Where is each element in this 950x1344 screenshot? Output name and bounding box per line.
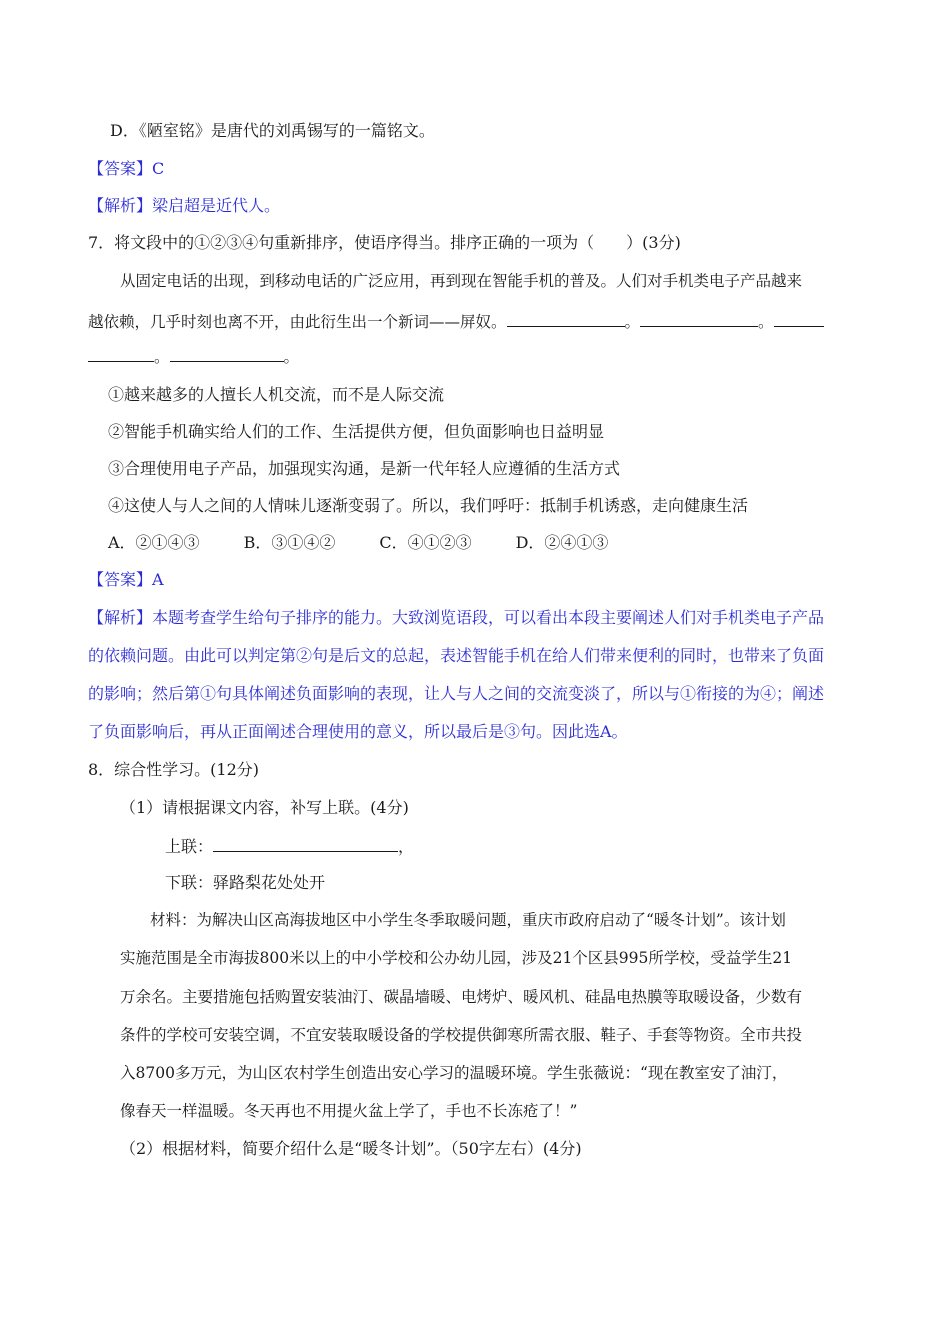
answer-value: C (152, 159, 165, 178)
option-c[interactable]: C．④①②③ (379, 533, 472, 552)
q8-lower-couplet: 下联：驿路梨花处处开 (165, 873, 326, 892)
q7-analysis-line-3: 的影响；然后第①句具体阐述负面影响的表现，让人与人之间的交流变淡了，所以与①衔接的为④；阐述 (88, 684, 825, 703)
answer-tag: 【答案】 (88, 570, 153, 589)
q8-material-line-1: 材料：为解决山区高海拔地区中小学生冬季取暖问题，重庆市政府启动了“暖冬计划”。该计划 (150, 911, 786, 929)
q8-material-line-4: 条件的学校可安装空调，不宜安装取暖设备的学校提供御寒所需衣服、鞋子、手套等物资。全市共投 (120, 1026, 803, 1044)
analysis-tag: 【解析】 (88, 196, 153, 215)
blank-3-start[interactable] (774, 311, 824, 327)
q8-upper-couplet (165, 836, 414, 857)
analysis-tag: 【解析】 (88, 608, 153, 627)
q7-sentence-4: ④这使人与人之间的人情味儿逐渐变弱了。所以，我们呼吁：抵制手机诱惑，走向健康生活 (108, 496, 749, 515)
q7-passage-line-2 (88, 311, 824, 332)
q7-sentence-1: ①越来越多的人擅长人机交流，而不是人际交流 (108, 385, 445, 404)
q7-passage-line-1: 从固定电话的出现，到移动电话的广泛应用，再到现在智能手机的普及。人们对手机类电子产品越来 (120, 272, 803, 290)
q8-material-line-2: 实施范围是全市海拔800米以上的中小学校和公办幼儿园，涉及21个区县995所学校，受益学生21 (120, 949, 793, 967)
upper-couplet-blank[interactable] (213, 836, 398, 852)
q7-analysis-line-1 (88, 608, 824, 628)
q6-answer (88, 159, 164, 179)
period: 。 (154, 348, 170, 366)
option-d[interactable]: D．②④①③ (515, 533, 609, 552)
q8-material-line-6: 像春天一样温暖。冬天再也不用提火盆上学了，手也不长冻疮了！” (120, 1102, 578, 1120)
q7-analysis-line-4: 了负面影响后，再从正面阐述合理使用的意义，所以最后是③句。因此选A。 (88, 722, 628, 741)
q7-passage-line-3 (88, 346, 299, 367)
q7-sentence-2: ②智能手机确实给人们的工作、生活提供方便，但负面影响也日益明显 (108, 422, 605, 441)
q8-sub-1: （1）请根据课文内容，补写上联。(4分) (120, 798, 409, 817)
option-b[interactable]: B．③①④② (243, 533, 336, 552)
period: 。 (283, 348, 300, 366)
answer-tag: 【答案】 (88, 159, 153, 178)
answer-value: A (152, 570, 164, 589)
passage-text: 越依赖，几乎时刻也离不开，由此衍生出一个新词——屏奴。 (88, 313, 507, 331)
period: 。 (758, 313, 774, 331)
option-a[interactable]: A．②①④③ (108, 533, 200, 552)
upper-label: 上联： (165, 837, 214, 856)
q7-answer (88, 570, 164, 590)
q8-stem: 8．综合性学习。(12分) (88, 760, 260, 779)
q8-material-line-3: 万余名。主要措施包括购置安装油汀、碳晶墙暖、电烤炉、暖风机、硅晶电热膜等取暖设备，少数有 (120, 988, 803, 1006)
blank-3-end[interactable] (88, 346, 154, 362)
q7-stem: 7．将文段中的①②③④句重新排序，使语序得当。排序正确的一项为（ ）(3分) (88, 233, 681, 252)
q6-option-d: D．《陋室铭》是唐代的刘禹锡写的一篇铭文。 (110, 121, 435, 140)
q7-analysis-line-2: 的依赖问题。由此可以判定第②句是后文的总起，表述智能手机在给人们带来便利的同时，也带来了负面 (88, 646, 825, 665)
blank-1[interactable] (507, 311, 625, 327)
blank-4[interactable] (170, 346, 284, 362)
q7-options (108, 533, 652, 553)
blank-2[interactable] (640, 311, 758, 327)
analysis-text: 本题考查学生给句子排序的能力。大致浏览语段，可以看出本段主要阐述人们对手机类电子产品 (152, 608, 825, 627)
analysis-text: 梁启超是近代人。 (152, 196, 281, 215)
q8-sub-2: （2）根据材料，简要介绍什么是“暖冬计划”。（50字左右）(4分) (120, 1139, 582, 1158)
q7-sentence-3: ③合理使用电子产品，加强现实沟通，是新一代年轻人应遵循的生活方式 (108, 459, 621, 478)
comma: ， (398, 837, 415, 856)
q8-material-line-5: 入8700多万元，为山区农村学生创造出安心学习的温暖环境。学生张薇说：“现在教室安了油汀， (120, 1064, 788, 1082)
period: 。 (624, 313, 641, 331)
q6-analysis (88, 196, 280, 216)
